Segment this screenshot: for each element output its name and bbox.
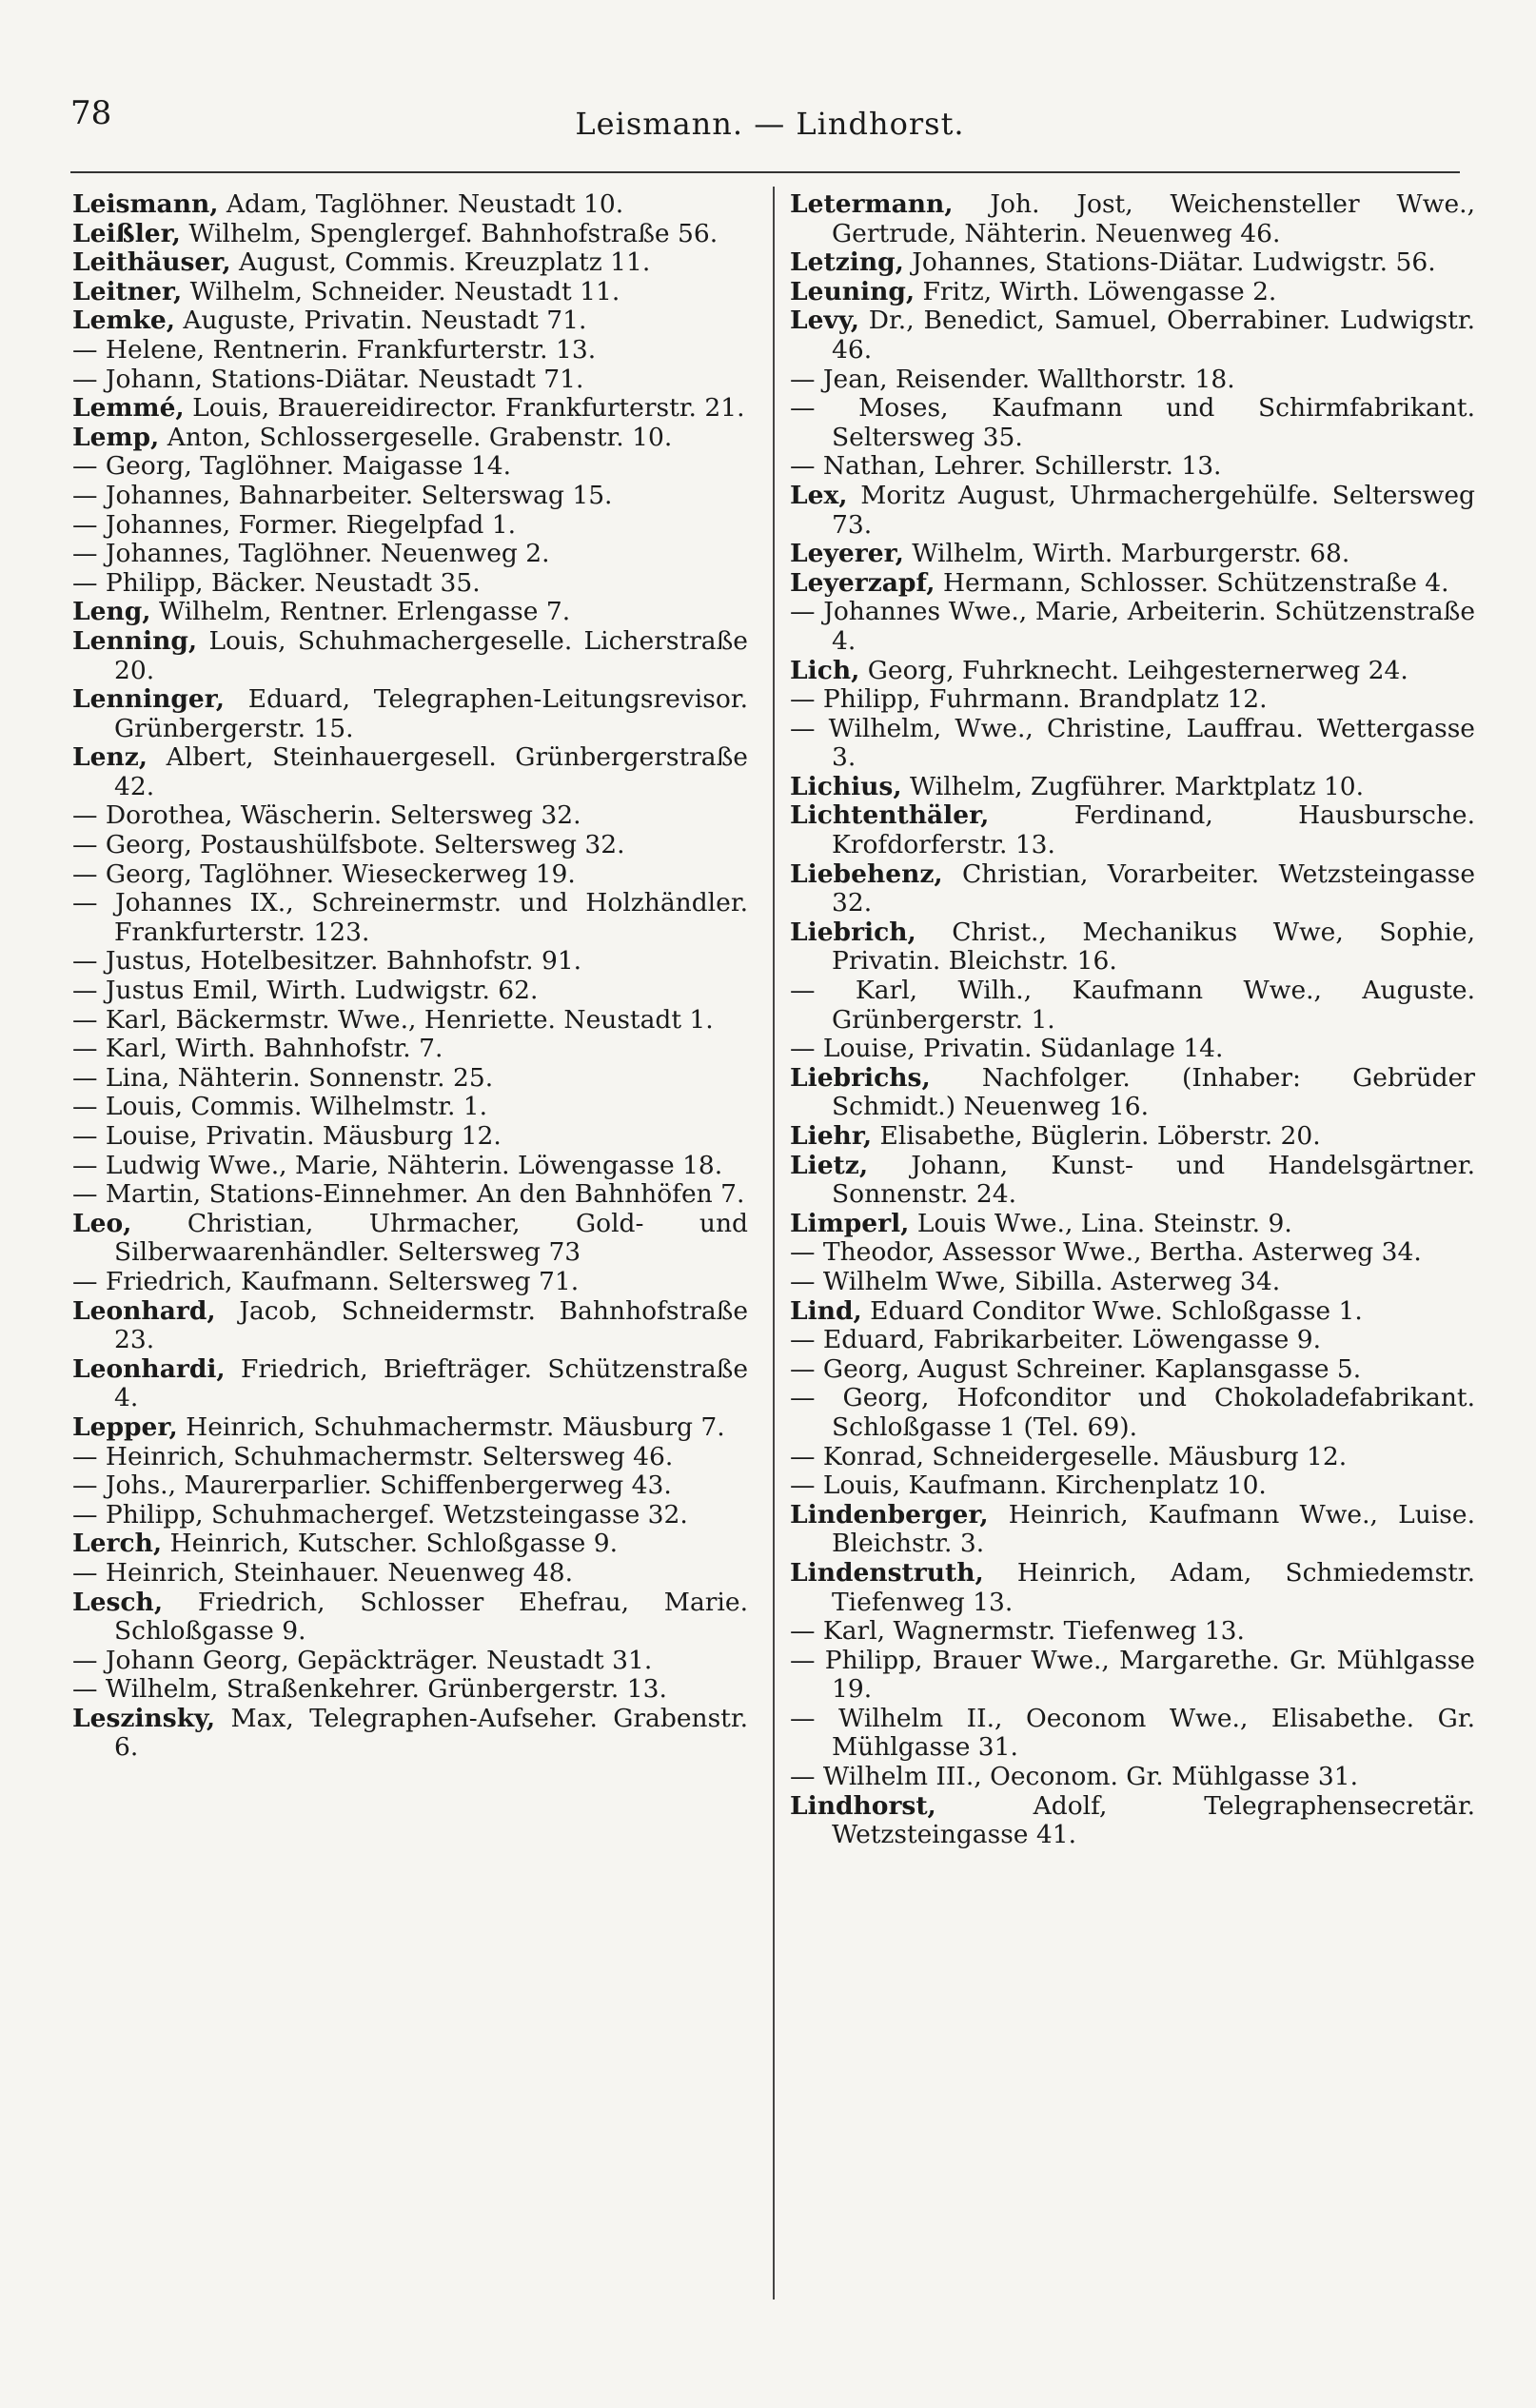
entry-name: — bbox=[790, 1703, 816, 1733]
directory-entry bbox=[790, 482, 1475, 540]
entry-details: Wilhelm, Straßenkehrer. Grünbergerstr. 13. bbox=[97, 1674, 667, 1705]
entry-details: Wilhelm, Zugführer. Marktplatz 10. bbox=[901, 771, 1365, 801]
directory-entry bbox=[790, 540, 1475, 569]
entry-details: Karl, Bäckermstr. Wwe., Henriette. Neustadt 1. bbox=[97, 1004, 714, 1035]
entry-name: — bbox=[72, 1441, 98, 1471]
entry-name: Leszinsky, bbox=[72, 1703, 216, 1733]
entry-details: Louis, Schuhmachergeselle. Licherstraße 20. bbox=[114, 625, 748, 685]
entry-name: — bbox=[790, 1353, 816, 1384]
directory-entry bbox=[790, 394, 1475, 452]
entry-name: Leonhard, bbox=[72, 1295, 216, 1326]
entry-name: — bbox=[790, 1441, 816, 1471]
entry-name: — bbox=[72, 1266, 98, 1296]
directory-entry bbox=[72, 1122, 748, 1152]
entry-name: Leyerer, bbox=[790, 539, 904, 569]
entry-details: Eduard, Telegraphen-Leitungsrevisor. Grünbergerstr. 15. bbox=[114, 684, 748, 743]
entry-details: Elisabethe, Büglerin. Löberstr. 20. bbox=[872, 1121, 1321, 1151]
entry-name: Leo, bbox=[72, 1208, 132, 1238]
entry-name: — bbox=[790, 1237, 816, 1268]
entry-name: Leismann, bbox=[72, 189, 219, 219]
entry-name: Lepper, bbox=[72, 1411, 178, 1442]
directory-entry bbox=[72, 831, 748, 860]
entry-name: Leuning, bbox=[790, 276, 916, 306]
directory-entry bbox=[72, 1064, 748, 1094]
entry-details: Johann, Kunst- und Handelsgärtner. Sonnenstr. 24. bbox=[832, 1150, 1475, 1210]
entry-name: — bbox=[790, 713, 816, 743]
entry-name: Leonhardi, bbox=[72, 1353, 226, 1384]
directory-entry bbox=[790, 569, 1475, 599]
entry-name: Levy, bbox=[790, 306, 859, 336]
entry-details: Dorothea, Wäscherin. Seltersweg 32. bbox=[97, 800, 581, 831]
entry-details: Jacob, Schneidermstr. Bahnhofstraße 23. bbox=[114, 1295, 748, 1355]
entry-name: — bbox=[72, 1645, 98, 1675]
entry-details: Justus Emil, Wirth. Ludwigstr. 62. bbox=[97, 976, 539, 1006]
entry-details: Wilhelm II., Oeconom Wwe., Elisabethe. Gr. Mühlgasse 31. bbox=[815, 1703, 1475, 1763]
entry-details: Wilhelm III., Oeconom. Gr. Mühlgasse 31. bbox=[815, 1762, 1359, 1792]
entry-name: — bbox=[72, 859, 98, 889]
entry-name: — bbox=[790, 1762, 816, 1792]
entry-name: Leitner, bbox=[72, 276, 183, 306]
entry-details: Ludwig Wwe., Marie, Nähterin. Löwengasse 18. bbox=[97, 1150, 723, 1180]
entry-details: Nathan, Lehrer. Schillerstr. 13. bbox=[815, 451, 1222, 482]
entry-name: — bbox=[790, 1645, 816, 1675]
directory-entry bbox=[72, 1413, 748, 1443]
entry-name: — bbox=[72, 1499, 98, 1530]
directory-entry bbox=[72, 1530, 748, 1559]
entry-details: Johannes, Former. Riegelpfad 1. bbox=[97, 509, 517, 540]
entry-details: Georg, Postaushülfsbote. Seltersweg 32. bbox=[97, 830, 625, 860]
entry-details: Louis, Commis. Wilhelmstr. 1. bbox=[97, 1092, 488, 1122]
entry-details: Wilhelm, Wirth. Marburgerstr. 68. bbox=[903, 539, 1350, 569]
entry-details: Georg, August Schreiner. Kaplansgasse 5. bbox=[815, 1353, 1362, 1384]
directory-entry bbox=[790, 1617, 1475, 1647]
entry-details: Philipp, Bäcker. Neustadt 35. bbox=[97, 567, 481, 598]
page-number: 78 bbox=[70, 94, 112, 132]
entry-details: Johann Georg, Gepäckträger. Neustadt 31. bbox=[97, 1645, 653, 1675]
entry-name: — bbox=[72, 946, 98, 977]
directory-entry bbox=[790, 1238, 1475, 1268]
directory-entry bbox=[790, 1384, 1475, 1442]
entry-name: Leng, bbox=[72, 597, 151, 627]
directory-entry bbox=[790, 452, 1475, 482]
entry-details: Louise, Privatin. Südanlage 14. bbox=[815, 1034, 1224, 1064]
entry-details: Heinrich, Schuhmachermstr. Mäusburg 7. bbox=[177, 1411, 725, 1442]
entry-name: Lerch, bbox=[72, 1529, 163, 1559]
entry-details: Johannes IX., Schreinermstr. und Holzhändler. Frankfurterstr. 123. bbox=[97, 888, 748, 947]
entry-name: Lemke, bbox=[72, 306, 175, 336]
directory-entry bbox=[790, 1064, 1475, 1122]
directory-entry bbox=[72, 627, 748, 685]
page-header bbox=[70, 90, 1469, 148]
directory-entry bbox=[72, 190, 748, 220]
directory-entry bbox=[72, 889, 748, 947]
entry-details: August, Commis. Kreuzplatz 11. bbox=[230, 247, 651, 278]
directory-entry bbox=[790, 365, 1475, 395]
directory-entry bbox=[72, 1559, 748, 1589]
directory-entry bbox=[790, 1297, 1475, 1327]
directory-entry bbox=[72, 947, 748, 977]
entry-name: — bbox=[72, 451, 98, 482]
entry-details: Heinrich, Adam, Schmiedemstr. Tiefenweg 13. bbox=[832, 1557, 1475, 1617]
directory-entry bbox=[72, 977, 748, 1006]
entry-name: Lesch, bbox=[72, 1587, 164, 1617]
directory-entry bbox=[790, 1355, 1475, 1385]
entry-name: Lindenberger, bbox=[790, 1499, 989, 1530]
directory-entry bbox=[72, 394, 748, 424]
entry-details: Moses, Kaufmann und Schirmfabrikant. Seltersweg 35. bbox=[815, 393, 1475, 452]
entry-name: — bbox=[72, 567, 98, 598]
directory-entry bbox=[72, 1268, 748, 1297]
directory-entry bbox=[790, 1763, 1475, 1792]
directory-entry bbox=[72, 248, 748, 278]
entry-details: Christ., Mechanikus Wwe, Sophie, Privatin. Bleichstr. 16. bbox=[832, 917, 1475, 977]
entry-name: — bbox=[790, 684, 816, 715]
entry-details: Christian, Uhrmacher, Gold- und Silberwaarenhändler. Seltersweg 73 bbox=[114, 1208, 748, 1268]
header-rule bbox=[70, 171, 1460, 173]
entry-details: Johannes, Taglöhner. Neuenweg 2. bbox=[97, 539, 550, 569]
entry-details: Eduard, Fabrikarbeiter. Löwengasse 9. bbox=[815, 1325, 1321, 1355]
entry-details: Heinrich, Kutscher. Schloßgasse 9. bbox=[162, 1529, 619, 1559]
directory-entry bbox=[72, 801, 748, 831]
entry-name: Liebrichs, bbox=[790, 1062, 931, 1093]
entry-details: Louise, Privatin. Mäusburg 12. bbox=[97, 1121, 502, 1151]
entry-details: Philipp, Schuhmachergef. Wetzsteingasse 32. bbox=[97, 1499, 688, 1530]
entry-details: Martin, Stations-Einnehmer. An den Bahnhöfen 7. bbox=[97, 1179, 745, 1210]
entry-details: Heinrich, Schuhmachermstr. Seltersweg 46. bbox=[97, 1441, 674, 1471]
directory-entry bbox=[72, 365, 748, 395]
running-head: Leismann. — Lindhorst. bbox=[575, 106, 965, 142]
entry-name: Lichius, bbox=[790, 771, 902, 801]
entry-name: — bbox=[72, 1092, 98, 1122]
entry-details: Joh. Jost, Weichensteller Wwe., Gertrude, Nähterin. Neuenweg 46. bbox=[832, 189, 1475, 248]
entry-name: Lenning, bbox=[72, 625, 198, 656]
entry-name: — bbox=[72, 1034, 98, 1064]
directory-entry bbox=[790, 1443, 1475, 1472]
directory-entry bbox=[790, 278, 1475, 307]
directory-entry bbox=[72, 306, 748, 336]
column-divider bbox=[773, 187, 775, 2299]
directory-entry bbox=[790, 1501, 1475, 1559]
entry-details: Johannes, Bahnarbeiter. Selterswag 15. bbox=[97, 480, 613, 510]
entry-details: Karl, Wilh., Kaufmann Wwe., Auguste. Grünbergerstr. 1. bbox=[815, 976, 1475, 1035]
entry-name: — bbox=[790, 1616, 816, 1647]
entry-name: Leißler, bbox=[72, 218, 181, 248]
entry-name: Leithäuser, bbox=[72, 247, 231, 278]
directory-entry bbox=[72, 1297, 748, 1355]
entry-name: — bbox=[790, 451, 816, 482]
directory-entry bbox=[72, 1152, 748, 1181]
entry-name: Lenz, bbox=[72, 742, 148, 773]
directory-entry bbox=[72, 685, 748, 743]
entry-name: Limperl, bbox=[790, 1208, 910, 1238]
entry-name: — bbox=[72, 1150, 98, 1180]
directory-entry bbox=[790, 860, 1475, 918]
entry-name: Liebrich, bbox=[790, 917, 916, 947]
entry-name: Lichtenthäler, bbox=[790, 800, 990, 831]
directory-entry bbox=[790, 248, 1475, 278]
entry-details: Wilhelm Wwe, Sibilla. Asterweg 34. bbox=[815, 1266, 1281, 1296]
entry-name: — bbox=[72, 539, 98, 569]
entry-details: Philipp, Fuhrmann. Brandplatz 12. bbox=[815, 684, 1268, 715]
entry-details: Lina, Nähterin. Sonnenstr. 25. bbox=[97, 1062, 494, 1093]
entry-name: — bbox=[72, 1004, 98, 1035]
entry-details: Anton, Schlossergeselle. Grabenstr. 10. bbox=[159, 422, 673, 452]
entry-name: Lich, bbox=[790, 655, 860, 685]
directory-entry bbox=[790, 1559, 1475, 1617]
entry-details: Heinrich, Kaufmann Wwe., Luise. Bleichstr. 3. bbox=[832, 1499, 1475, 1559]
entry-name: — bbox=[790, 1034, 816, 1064]
directory-entry bbox=[72, 482, 748, 511]
entry-details: Max, Telegraphen-Aufseher. Grabenstr. 6. bbox=[114, 1703, 748, 1763]
entry-name: — bbox=[72, 1121, 98, 1151]
directory-entry bbox=[790, 1268, 1475, 1297]
entry-name: — bbox=[72, 1557, 98, 1588]
directory-entry bbox=[72, 336, 748, 365]
entry-name: Lemmé, bbox=[72, 393, 185, 424]
directory-entry bbox=[790, 1035, 1475, 1064]
left-column bbox=[72, 190, 748, 1763]
entry-name: — bbox=[72, 334, 98, 365]
entry-name: — bbox=[72, 1674, 98, 1705]
directory-entry bbox=[72, 424, 748, 453]
directory-entry bbox=[72, 1471, 748, 1501]
directory-entry bbox=[72, 1180, 748, 1210]
entry-name: Lind, bbox=[790, 1295, 862, 1326]
directory-entry bbox=[72, 540, 748, 569]
directory-entry bbox=[72, 1093, 748, 1122]
entry-name: Lietz, bbox=[790, 1150, 869, 1180]
entry-name: Liebehenz, bbox=[790, 859, 943, 889]
entry-name: Lemp, bbox=[72, 422, 160, 452]
entry-details: Johann, Stations-Diätar. Neustadt 71. bbox=[97, 364, 584, 394]
entry-name: Letzing, bbox=[790, 247, 904, 278]
entry-name: — bbox=[72, 1470, 98, 1501]
entry-details: Johannes, Stations-Diätar. Ludwigstr. 56. bbox=[903, 247, 1436, 278]
directory-entry bbox=[72, 1355, 748, 1413]
directory-entry bbox=[72, 511, 748, 541]
directory-entry bbox=[790, 685, 1475, 715]
directory-entry bbox=[72, 598, 748, 627]
entry-details: Theodor, Assessor Wwe., Bertha. Asterweg 34. bbox=[815, 1237, 1422, 1268]
directory-entry bbox=[72, 452, 748, 482]
entry-details: Adam, Taglöhner. Neustadt 10. bbox=[218, 189, 624, 219]
entry-name: Lenninger, bbox=[72, 684, 226, 715]
entry-details: Georg, Taglöhner. Maigasse 14. bbox=[97, 451, 512, 482]
entry-details: Friedrich, Kaufmann. Seltersweg 71. bbox=[97, 1266, 580, 1296]
entry-name: — bbox=[72, 976, 98, 1006]
entry-details: Wilhelm, Spenglergef. Bahnhofstraße 56. bbox=[180, 218, 719, 248]
entry-details: Helene, Rentnerin. Frankfurterstr. 13. bbox=[97, 334, 597, 365]
directory-entry bbox=[790, 773, 1475, 802]
entry-name: — bbox=[790, 1383, 816, 1413]
entry-details: Ferdinand, Hausbursche. Krofdorferstr. 13. bbox=[832, 800, 1475, 860]
directory-entry bbox=[72, 1675, 748, 1705]
entry-name: Liehr, bbox=[790, 1121, 873, 1151]
entry-name: Lex, bbox=[790, 480, 848, 510]
directory-entry bbox=[790, 1152, 1475, 1210]
entry-details: Albert, Steinhauergesell. Grünbergerstraße 42. bbox=[114, 742, 748, 801]
entry-name: — bbox=[72, 364, 98, 394]
entry-details: Johs., Maurerparlier. Schiffenbergerweg 43. bbox=[97, 1470, 672, 1501]
entry-name: Leyerzapf, bbox=[790, 567, 935, 598]
entry-details: Dr., Benedict, Samuel, Oberrabiner. Ludwigstr. 46. bbox=[832, 306, 1475, 365]
entry-name: — bbox=[72, 480, 98, 510]
directory-entry bbox=[790, 1792, 1475, 1850]
entry-details: Fritz, Wirth. Löwengasse 2. bbox=[915, 276, 1277, 306]
directory-entry bbox=[790, 1471, 1475, 1501]
entry-details: Jean, Reisender. Wallthorstr. 18. bbox=[815, 364, 1235, 394]
directory-entry bbox=[72, 1705, 748, 1763]
entry-name: Lindhorst, bbox=[790, 1790, 936, 1821]
directory-entry bbox=[790, 918, 1475, 977]
entry-name: — bbox=[72, 1062, 98, 1093]
entry-details: Moritz August, Uhrmachergehülfe. Seltersweg 73. bbox=[832, 480, 1475, 540]
entry-details: Auguste, Privatin. Neustadt 71. bbox=[174, 306, 587, 336]
entry-details: Friedrich, Schlosser Ehefrau, Marie. Schloßgasse 9. bbox=[114, 1587, 748, 1647]
entry-name: — bbox=[72, 1179, 98, 1210]
entry-details: Hermann, Schlosser. Schützenstraße 4. bbox=[935, 567, 1449, 598]
entry-details: Georg, Hofconditor und Chokoladefabrikant. Schloßgasse 1 (Tel. 69). bbox=[815, 1383, 1475, 1442]
entry-details: Karl, Wirth. Bahnhofstr. 7. bbox=[97, 1034, 443, 1064]
directory-entry bbox=[790, 801, 1475, 859]
entry-details: Philipp, Brauer Wwe., Margarethe. Gr. Mühlgasse 19. bbox=[815, 1645, 1475, 1705]
entry-details: Johannes Wwe., Marie, Arbeiterin. Schützenstraße 4. bbox=[815, 597, 1475, 656]
entry-name: — bbox=[72, 800, 98, 831]
entry-details: Wilhelm, Schneider. Neustadt 11. bbox=[182, 276, 620, 306]
directory-entry bbox=[72, 1647, 748, 1676]
entry-name: — bbox=[790, 1470, 816, 1501]
entry-details: Christian, Vorarbeiter. Wetzsteingasse 32. bbox=[832, 859, 1475, 918]
entry-details: Karl, Wagnermstr. Tiefenweg 13. bbox=[815, 1616, 1245, 1647]
directory-entry bbox=[790, 715, 1475, 773]
entry-details: Eduard Conditor Wwe. Schloßgasse 1. bbox=[861, 1295, 1363, 1326]
directory-entry bbox=[790, 1326, 1475, 1355]
directory-entry bbox=[790, 1705, 1475, 1763]
entry-details: Heinrich, Steinhauer. Neuenweg 48. bbox=[97, 1557, 573, 1588]
entry-name: — bbox=[790, 597, 816, 627]
entry-details: Louis, Kaufmann. Kirchenplatz 10. bbox=[815, 1470, 1267, 1501]
directory-entry bbox=[72, 220, 748, 249]
entry-details: Justus, Hotelbesitzer. Bahnhofstr. 91. bbox=[97, 946, 582, 977]
entry-details: Wilhelm, Wwe., Christine, Lauffrau. Wettergasse 3. bbox=[815, 713, 1475, 773]
directory-entry bbox=[72, 278, 748, 307]
right-column bbox=[790, 190, 1475, 1850]
directory-entry bbox=[72, 1035, 748, 1064]
directory-entry bbox=[72, 1443, 748, 1472]
directory-entry bbox=[790, 1647, 1475, 1705]
entry-name: Letermann, bbox=[790, 189, 954, 219]
entry-details: Konrad, Schneidergeselle. Mäusburg 12. bbox=[815, 1441, 1348, 1471]
directory-entry bbox=[790, 190, 1475, 248]
entry-details: Adolf, Telegraphensecretär. Wetzsteingasse 41. bbox=[832, 1790, 1475, 1850]
entry-details: Friedrich, Briefträger. Schützenstraße 4. bbox=[114, 1353, 748, 1413]
directory-entry bbox=[72, 1210, 748, 1268]
entry-details: Nachfolger. (Inhaber: Gebrüder Schmidt.) Neuenweg 16. bbox=[832, 1062, 1475, 1122]
directory-entry bbox=[72, 1501, 748, 1530]
entry-name: — bbox=[790, 393, 816, 424]
entry-name: — bbox=[790, 1325, 816, 1355]
directory-entry bbox=[72, 743, 748, 801]
directory-entry bbox=[790, 1210, 1475, 1239]
entry-name: — bbox=[72, 509, 98, 540]
entry-details: Louis, Brauereidirector. Frankfurterstr. 21. bbox=[184, 393, 745, 424]
entry-name: — bbox=[72, 830, 98, 860]
directory-entry bbox=[72, 1589, 748, 1647]
entry-details: Wilhelm, Rentner. Erlengasse 7. bbox=[150, 597, 571, 627]
directory-entry bbox=[72, 1006, 748, 1036]
directory-entry bbox=[790, 1122, 1475, 1152]
directory-entry bbox=[790, 306, 1475, 365]
entry-details: Georg, Fuhrknecht. Leihgesternerweg 24. bbox=[859, 655, 1408, 685]
directory-entry bbox=[790, 657, 1475, 686]
entry-name: — bbox=[72, 888, 98, 918]
entry-name: Lindenstruth, bbox=[790, 1557, 984, 1588]
entry-details: Louis Wwe., Lina. Steinstr. 9. bbox=[909, 1208, 1292, 1238]
entry-details: Georg, Taglöhner. Wieseckerweg 19. bbox=[97, 859, 576, 889]
entry-name: — bbox=[790, 976, 816, 1006]
directory-entry bbox=[72, 569, 748, 599]
directory-entry bbox=[72, 860, 748, 890]
directory-entry bbox=[790, 977, 1475, 1035]
entry-name: — bbox=[790, 364, 816, 394]
entry-name: — bbox=[790, 1266, 816, 1296]
directory-entry bbox=[790, 598, 1475, 656]
